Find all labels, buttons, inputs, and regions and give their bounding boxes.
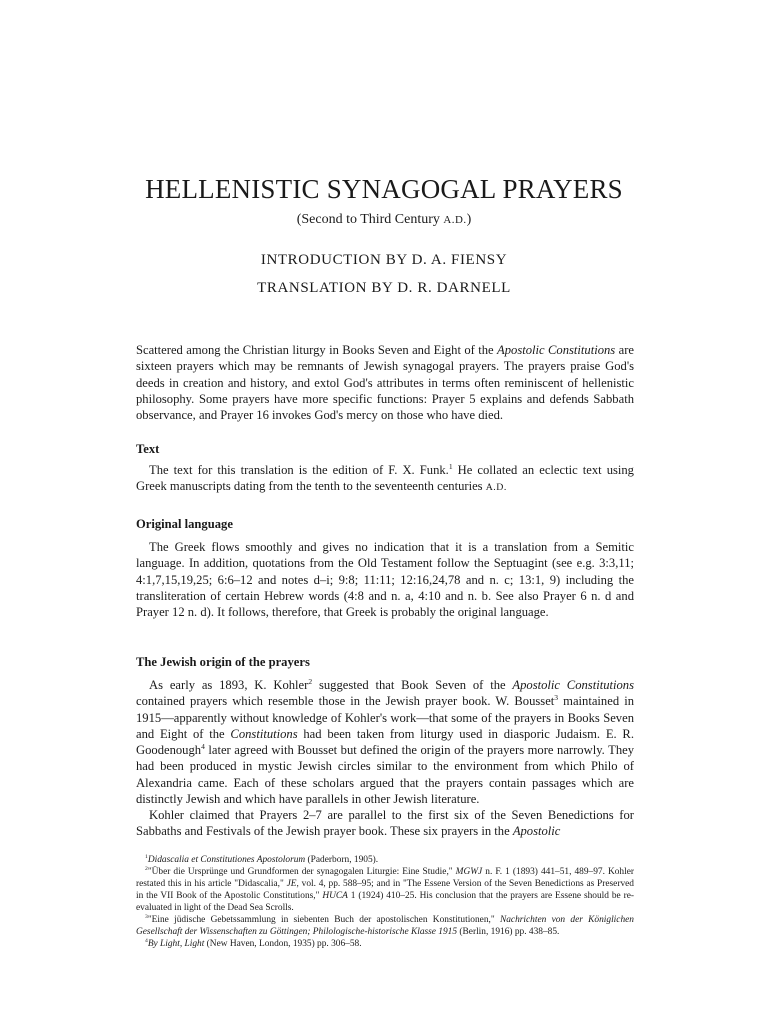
origin-em-1: Apostolic Constitutions (512, 678, 634, 692)
footnote-text: (Berlin, 1916) pp. 438–85. (457, 927, 560, 937)
page-title: HELLENISTIC SYNAGOGAL PRAYERS (145, 174, 623, 204)
intro-text-cont: are sixteen prayers which may be remnants of Jewish synagogal prayers. The prayers praise God's deeds in creation and history, and extol God's attributes in terms often reminiscent of hellenistic philosophy. Some prayers have more specific functions: Prayer 5 explains and defends Sabbath observance, and Prayer 16 invokes God's mercy on those who have died. (136, 343, 634, 423)
origin-text-6: later agreed with Bousset but defined the origin of the prayers more narrowly. They had been produced in mystic Jewish circles similar to the environment from which Philo of Alexandria came. Each of these scholars argued that the prayers contain passages which are distinctly Jewish and which have parallels in other Jewish literature. (136, 743, 634, 807)
language-paragraph: The Greek flows smoothly and gives no indication that it is a translation from a Semitic language. In addition, quotations from the Old Testament follow the Septuagint (see e.g. 3:3,11; 4:1,7,15,19,25; 6:6–12 and notes d–i; 9:8; 11:11; 12:16,24,78 and n. c; 13:1, 9) including the transliteration of certain Hebrew words (4:8 and n. a, 4:10 and n. b. See also Prayer 6 n. d and Prayer 12 n. d). It follows, therefore, that Greek is probably the original language. (136, 540, 634, 620)
introduction-byline: INTRODUCTION BY D. A. FIENSY (260, 252, 508, 268)
footnote-2 (136, 866, 634, 914)
kohler-paragraph (136, 807, 634, 840)
footnote-text: "Über die Ursprünge und Grundformen der synagogalen Liturgie: Eine Studie," (147, 867, 456, 877)
footnote-em: By Light, Light (147, 939, 205, 949)
origin-text-2: suggested that Book Seven of the (312, 678, 513, 692)
intro-paragraph (136, 342, 634, 423)
kohler-text: Kohler claimed that Prayers 2–7 are parallel to the first six of the Seven Benedictions for Sabbaths and Festivals of the Jewish prayer book. These six prayers in the (136, 808, 634, 839)
intro-text: Scattered among the Christian liturgy in Books Seven and Eight of the (136, 343, 498, 357)
footnote-ref-2: 2 (308, 676, 313, 686)
subtitle-text: (Second to Third Century (296, 212, 444, 227)
footnote-number: 3 (145, 913, 148, 920)
footnote-text: n. F. 1 (1893) 441–51, 489–97. Kohler restated this in his article "Didascalia," (136, 867, 634, 889)
origin-em-2: Constitutions (230, 726, 298, 741)
footnote-number: 2 (145, 865, 148, 872)
section-heading-language: Original language (136, 517, 233, 531)
subtitle (0, 212, 768, 228)
translation-byline: TRANSLATION BY D. R. DARNELL (257, 280, 511, 296)
footnote-em: MGWJ (455, 867, 483, 877)
text-paragraph-a: The text for this translation is the edition of F. X. Funk. (149, 463, 449, 477)
footnote-ref-1: 1 (448, 461, 453, 471)
footnote-text: (Paderborn, 1905). (305, 855, 379, 865)
footnotes (136, 854, 634, 950)
footnote-em: Didascalia et Constitutiones Apostolorum (147, 855, 306, 865)
text-paragraph-b: He collated an eclectic text using Greek manuscripts dating from the tenth to the seventeenth centuries (136, 463, 634, 494)
footnote-number: 4 (145, 937, 148, 944)
footnote-1 (136, 854, 634, 866)
origin-text-3: contained prayers which resemble those in the Jewish prayer book. W. Bousset (136, 694, 555, 709)
footnote-text: (New Haven, London, 1935) pp. 306–58. (204, 939, 362, 949)
footnote-text: 1 (1924) 410–25. His conclusion that the prayers are Essene should be re-evaluated in light of the Dead Sea Scrolls. (136, 891, 634, 913)
section-heading-origin: The Jewish origin of the prayers (136, 655, 310, 669)
section-heading-text: Text (136, 442, 160, 456)
kohler-em: Apostolic (512, 824, 561, 839)
footnote-ref-4: 4 (201, 742, 205, 751)
text-paragraph-era: A.D. (485, 482, 507, 494)
origin-paragraph (136, 677, 634, 807)
subtitle-close: ) (466, 212, 472, 227)
origin-text-1: As early as 1893, K. Kohler (149, 678, 309, 692)
text-paragraph (136, 462, 634, 497)
footnote-ref-3: 3 (554, 693, 559, 703)
footnote-em: HUCA (322, 891, 348, 901)
origin-text-5: had been taken from liturgy used in diasporic Judaism. E. R. Goodenough (136, 726, 634, 758)
footnote-3 (136, 914, 634, 938)
origin-text-4: maintained in 1915—apparently without knowledge of Kohler's work—that some of the prayers in Books Seven and Eight of the (136, 694, 635, 741)
footnote-number: 1 (145, 853, 148, 860)
footnote-4 (136, 938, 634, 950)
footnote-text: "Eine jüdische Gebetssammlung in siebenten Buch der apostolischen Konstitutionen," (147, 915, 500, 925)
footnote-em: Nachrichten von der Königlichen Gesellschaft der Wissenschaften zu Göttingen; Philologische-historische Klasse 1915 (136, 915, 634, 937)
subtitle-era: A.D. (443, 214, 467, 226)
footnote-text: , vol. 4, pp. 588–95; and in "The Essene Version of the Seven Benedictions as Preserved in the VII Book of the Apostolic Constitutions," (136, 879, 634, 901)
footnote-em: JE (286, 879, 297, 889)
intro-title-em: Apostolic Constitutions (497, 343, 616, 357)
